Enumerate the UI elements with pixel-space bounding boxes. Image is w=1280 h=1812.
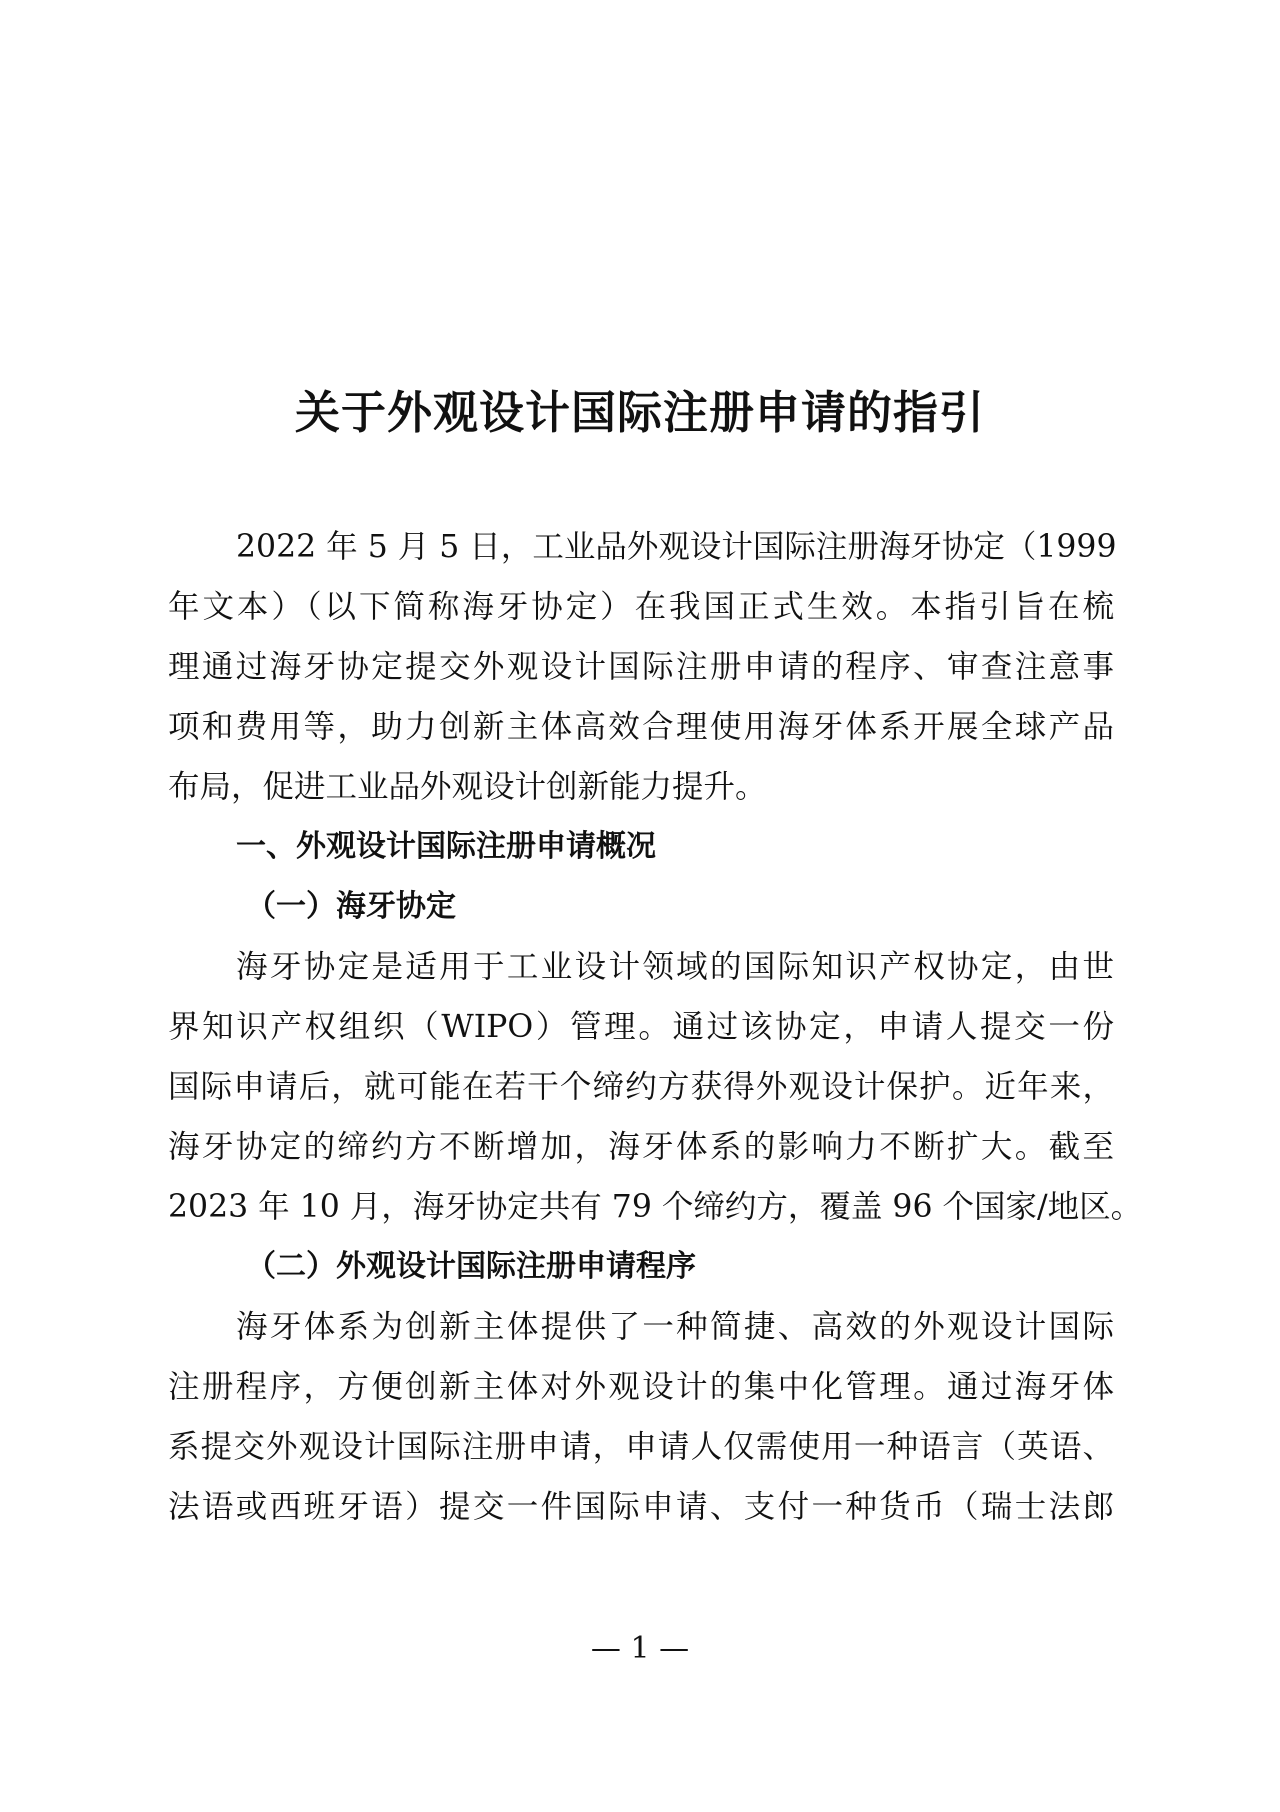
paragraph-line: 注册程序，方便创新主体对外观设计的集中化管理。通过海牙体 bbox=[168, 1369, 1114, 1405]
paragraph-line: 海牙协定的缔约方不断增加，海牙体系的影响力不断扩大。截至 bbox=[168, 1129, 1114, 1165]
paragraph-line: 国际申请后，就可能在若干个缔约方获得外观设计保护。近年来， bbox=[168, 1069, 1114, 1105]
paragraph-line: 理通过海牙协定提交外观设计国际注册申请的程序、审查注意事 bbox=[168, 649, 1114, 685]
paragraph-line: 海牙体系为创新主体提供了一种简捷、高效的外观设计国际 bbox=[236, 1309, 1114, 1345]
paragraph-line: 法语或西班牙语）提交一件国际申请、支付一种货币（瑞士法郎 bbox=[168, 1489, 1114, 1525]
page-number: — 1 — bbox=[590, 1631, 690, 1666]
paragraph-line: 年文本）（以下简称海牙协定）在我国正式生效。本指引旨在梳 bbox=[168, 589, 1114, 625]
paragraph-line: 界知识产权组织（WIPO）管理。通过该协定，申请人提交一份 bbox=[168, 1009, 1114, 1045]
paragraph-line: 布局，促进工业品外观设计创新能力提升。 bbox=[168, 769, 767, 805]
subsection-heading: （一）海牙协定 bbox=[246, 889, 456, 924]
document-title: 关于外观设计国际注册申请的指引 bbox=[294, 386, 985, 439]
paragraph-line: 2022 年 5 月 5 日，工业品外观设计国际注册海牙协定（1999 bbox=[236, 529, 1117, 565]
subsection-heading: （二）外观设计国际注册申请程序 bbox=[246, 1249, 696, 1284]
paragraph-line: 2023 年 10 月，海牙协定共有 79 个缔约方，覆盖 96 个国家/地区。 bbox=[168, 1189, 1143, 1225]
document-body bbox=[168, 517, 1143, 1537]
section-heading: 一、外观设计国际注册申请概况 bbox=[236, 829, 656, 864]
paragraph-line: 海牙协定是适用于工业设计领域的国际知识产权协定，由世 bbox=[236, 949, 1114, 985]
paragraph-line: 系提交外观设计国际注册申请，申请人仅需使用一种语言（英语、 bbox=[168, 1429, 1114, 1465]
paragraph-line: 项和费用等，助力创新主体高效合理使用海牙体系开展全球产品 bbox=[168, 709, 1114, 745]
